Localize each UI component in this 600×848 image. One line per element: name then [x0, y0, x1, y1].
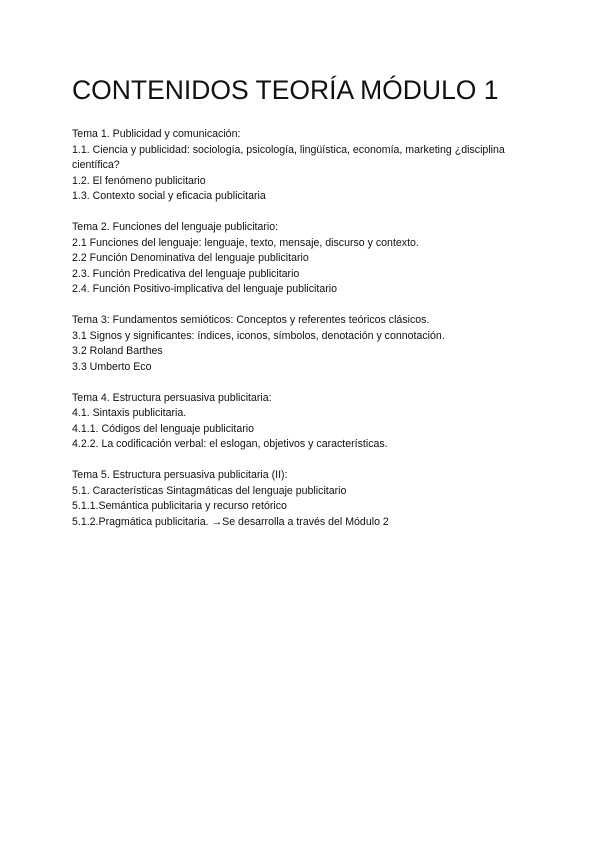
section-item: 4.1.1. Códigos del lenguaje publicitario	[72, 422, 254, 435]
document-page	[72, 0, 540, 546]
section-item: 4.1. Sintaxis publicitaria.	[72, 407, 187, 419]
sections-list	[72, 127, 540, 530]
section-item: 2.2 Función Denominativa del lenguaje publicitario	[72, 252, 309, 264]
section-item: 2.3. Función Predicativa del lenguaje publicitario	[72, 267, 300, 280]
document-title: CONTENIDOS TEORÍA MÓDULO 1	[72, 75, 499, 105]
section-item: 3.2 Roland Barthes	[72, 345, 163, 357]
section-item: 3.1 Signos y significantes: índices, iconos, símbolos, denotación y connotación.	[72, 329, 445, 342]
section-item: 4.2.2. La codificación verbal: el eslogan, objetivos y características.	[72, 438, 388, 450]
section-item: 1.2. El fenómeno publicitario	[72, 174, 206, 187]
section-item: 2.4. Función Positivo-implicativa del lenguaje publicitario	[72, 283, 337, 295]
section-item: 5.1.2.Pragmática publicitaria. →Se desarrolla a través del Módulo 2	[72, 515, 389, 528]
section-heading: Tema 1. Publicidad y comunicación:	[72, 128, 241, 140]
section-tema-1	[72, 127, 540, 205]
section-item: 1.3. Contexto social y eficacia publicitaria	[72, 190, 266, 202]
section-item: 5.1. Características Sintagmáticas del lenguaje publicitario	[72, 484, 347, 497]
section-heading: Tema 3: Fundamentos semióticos: Conceptos y referentes teóricos clásicos.	[72, 314, 430, 326]
section-tema-4	[72, 391, 540, 453]
section-item: 1.1. Ciencia y publicidad: sociología, psicología, lingüística, economía, marketing ¿disciplina científica?	[72, 143, 505, 171]
section-tema-5	[72, 468, 540, 530]
section-heading: Tema 4. Estructura persuasiva publicitaria:	[72, 391, 272, 404]
section-heading: Tema 2. Funciones del lenguaje publicitario:	[72, 221, 279, 233]
section-heading: Tema 5. Estructura persuasiva publicitaria (II):	[72, 469, 288, 481]
section-item: 2.1 Funciones del lenguaje: lenguaje, texto, mensaje, discurso y contexto.	[72, 236, 419, 249]
section-tema-2	[72, 220, 540, 298]
section-item: 5.1.1.Semántica publicitaria y recurso retórico	[72, 500, 287, 512]
section-tema-3	[72, 313, 540, 375]
section-item: 3.3 Umberto Eco	[72, 360, 152, 373]
